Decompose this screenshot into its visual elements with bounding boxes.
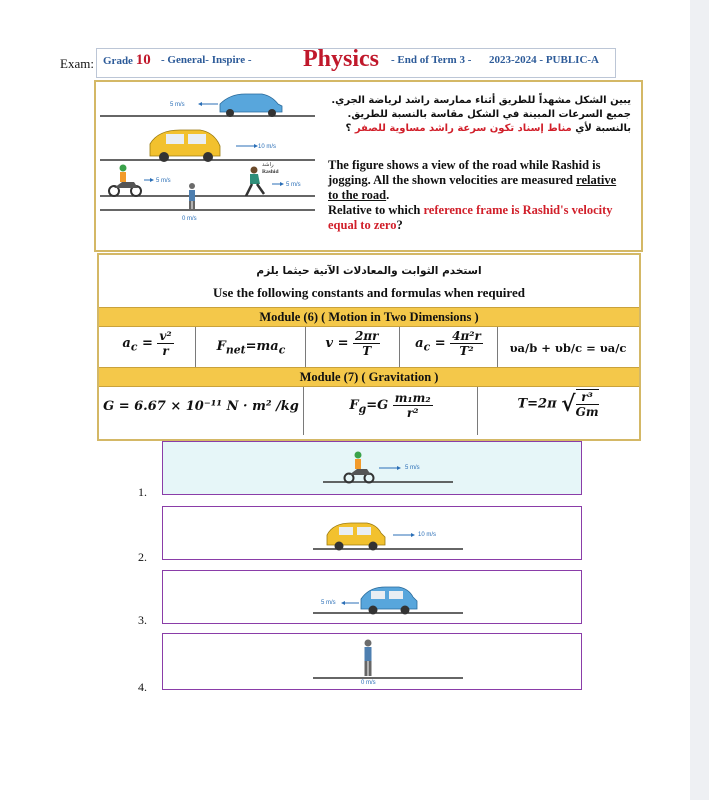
g3-lhs: T=2π (517, 396, 557, 412)
formula-speed (309, 329, 397, 358)
f2-rhs: =ma (245, 339, 279, 354)
blue-car-icon (361, 587, 417, 615)
arabic-line-3-red: مناط إسناد تكون سرعة راشد مساوية للصفر (354, 123, 572, 134)
question-arabic (311, 94, 631, 136)
term-label: - End of Term 3 - (391, 54, 472, 66)
motorbike-icon (109, 165, 141, 197)
runner-speed: 5 m/s (286, 182, 301, 188)
g2-fraction (393, 391, 433, 420)
option-3-figure (163, 571, 581, 623)
car-top-speed: 5 m/s (170, 102, 185, 108)
f3-num: 2πr (355, 329, 379, 343)
subject-title: Physics (303, 46, 380, 72)
english-part-2: Relative to which (328, 203, 421, 217)
option-2-figure (163, 507, 581, 559)
f4-sub: c (423, 340, 431, 354)
formula-centripetal-period: $a_c$ = $\frac{\text{4π²r}}{\text{T²}}$ (415, 329, 481, 358)
f1-lhs: a (122, 336, 131, 351)
option-1-panel[interactable] (162, 441, 582, 495)
grade-word: Grade (103, 55, 133, 67)
standing-person-icon (365, 640, 372, 677)
english-red: reference frame is Rashid's velocity equal to zero (328, 203, 613, 232)
english-end: ? (396, 218, 403, 232)
formula-gravitational-constant: G = 6.67 × 10⁻¹¹ N · m² /kg (103, 399, 299, 414)
exam-header (60, 48, 700, 78)
option-3-number: 3. (138, 613, 147, 627)
divider (195, 327, 196, 369)
option-2-number: 2. (138, 550, 147, 564)
f1-sub: c (130, 340, 138, 354)
option-1-speed: 5 m/s (405, 465, 420, 471)
g2-lhs: F (349, 398, 359, 413)
f2-sub: net (225, 343, 246, 357)
option-3-panel[interactable] (162, 570, 582, 624)
option-4-panel[interactable] (162, 633, 582, 690)
stream-label: - General- Inspire - (161, 54, 252, 66)
yellow-car-icon (327, 523, 385, 551)
option-4-speed: 0 m/s (361, 680, 376, 686)
sqrt-sign-icon: √ (561, 391, 576, 417)
f3-lhs: v = (325, 336, 349, 351)
english-part-1: The figure shows a view of the road while Rashid is jogging. All the shown velocities are measured (328, 158, 601, 187)
yellow-car-icon (150, 130, 220, 162)
option-1-number: 1. (138, 485, 147, 499)
year-label: 2023-2024 - PUBLIC-A (489, 54, 599, 66)
g3-fraction (576, 389, 599, 419)
g2-den: r² (406, 406, 419, 420)
formulas-box (97, 253, 641, 441)
bike-speed: 5 m/s (156, 178, 171, 184)
g2-sub: g (358, 402, 367, 416)
formula-orbital-period (483, 389, 633, 419)
question-box (94, 80, 643, 252)
person-speed: 0 m/s (182, 216, 197, 222)
car-mid-speed: 10 m/s (258, 144, 277, 150)
f1-fraction (157, 329, 173, 358)
exam-header-box (96, 48, 616, 78)
arabic-line-3-start: بالنسبة لأي (575, 123, 631, 134)
f4-den: T² (459, 344, 474, 358)
formula-centripetal-accel: $a_c$ = $\frac{\text{v²}}{r}$ (122, 329, 172, 358)
arabic-line-1: يبين الشكل مشهداً للطريق أثناء ممارسة راشد لرياضة الجري. (331, 95, 631, 106)
standing-person-icon (189, 183, 195, 211)
divider (303, 387, 304, 435)
english-underlined: relative to the road (328, 173, 617, 202)
runner-label-ar: راشد (262, 162, 274, 168)
formula-net-force (199, 339, 303, 357)
f3-fraction (353, 329, 380, 358)
formulas-english-instruction: Use the following constants and formulas when required (213, 285, 525, 300)
arabic-line-3 (311, 122, 631, 136)
formulas-arabic-instruction: استخدم الثوابت والمعادلات الآتية حيثما يلزم (256, 265, 482, 277)
f1-num: v² (159, 329, 172, 343)
f4-lhs: a (415, 336, 424, 351)
f4-fraction (450, 329, 483, 358)
divider (477, 387, 478, 435)
g3-den: Gm (575, 405, 599, 419)
formula-gravitational-force (309, 391, 473, 420)
motorbike-icon (345, 452, 374, 483)
f4-num: 4π²r (452, 329, 481, 343)
formula-relative-velocity: υa/b + υb/c = υa/c (509, 341, 627, 355)
option-4-number: 4. (138, 680, 147, 694)
g3-num: r³ (576, 390, 599, 405)
divider (305, 327, 306, 369)
grade-number: 10 (135, 52, 151, 68)
module7-title: Module (7) ( Gravitation ) (99, 367, 639, 387)
f3-den: T (362, 344, 372, 358)
divider (399, 327, 400, 369)
option-2-speed: 10 m/s (418, 532, 437, 538)
f2-lhs: F (216, 339, 226, 354)
f2-sub2: c (278, 343, 286, 357)
option-3-speed: 5 m/s (321, 600, 336, 606)
road-figure (100, 86, 320, 246)
divider (497, 327, 498, 369)
runner-label-en: Rashid (262, 169, 279, 175)
question-english: The figure shows a view of the road while Rashid is jogging. All the shown velocities are measured relative to the road. Relative to which reference frame is Rashid's velocity equal to zero? (328, 158, 617, 232)
blue-car-icon (220, 94, 282, 117)
arabic-line-2: جميع السرعات المبينة في الشكل مقاسة بالنسبة للطريق. (347, 109, 631, 120)
exam-label: Exam: (60, 56, 94, 71)
option-2-panel[interactable] (162, 506, 582, 560)
grade-label (103, 52, 151, 69)
g2-mid: =G (366, 398, 389, 413)
arabic-line-3-end: ؟ (345, 123, 352, 134)
g2-num: m₁m₂ (394, 391, 431, 405)
page-margin-strip (690, 0, 709, 800)
module6-title: Module (6) ( Motion in Two Dimensions ) (99, 307, 639, 327)
f1-den: r (162, 344, 169, 358)
option-1-figure (163, 442, 581, 494)
